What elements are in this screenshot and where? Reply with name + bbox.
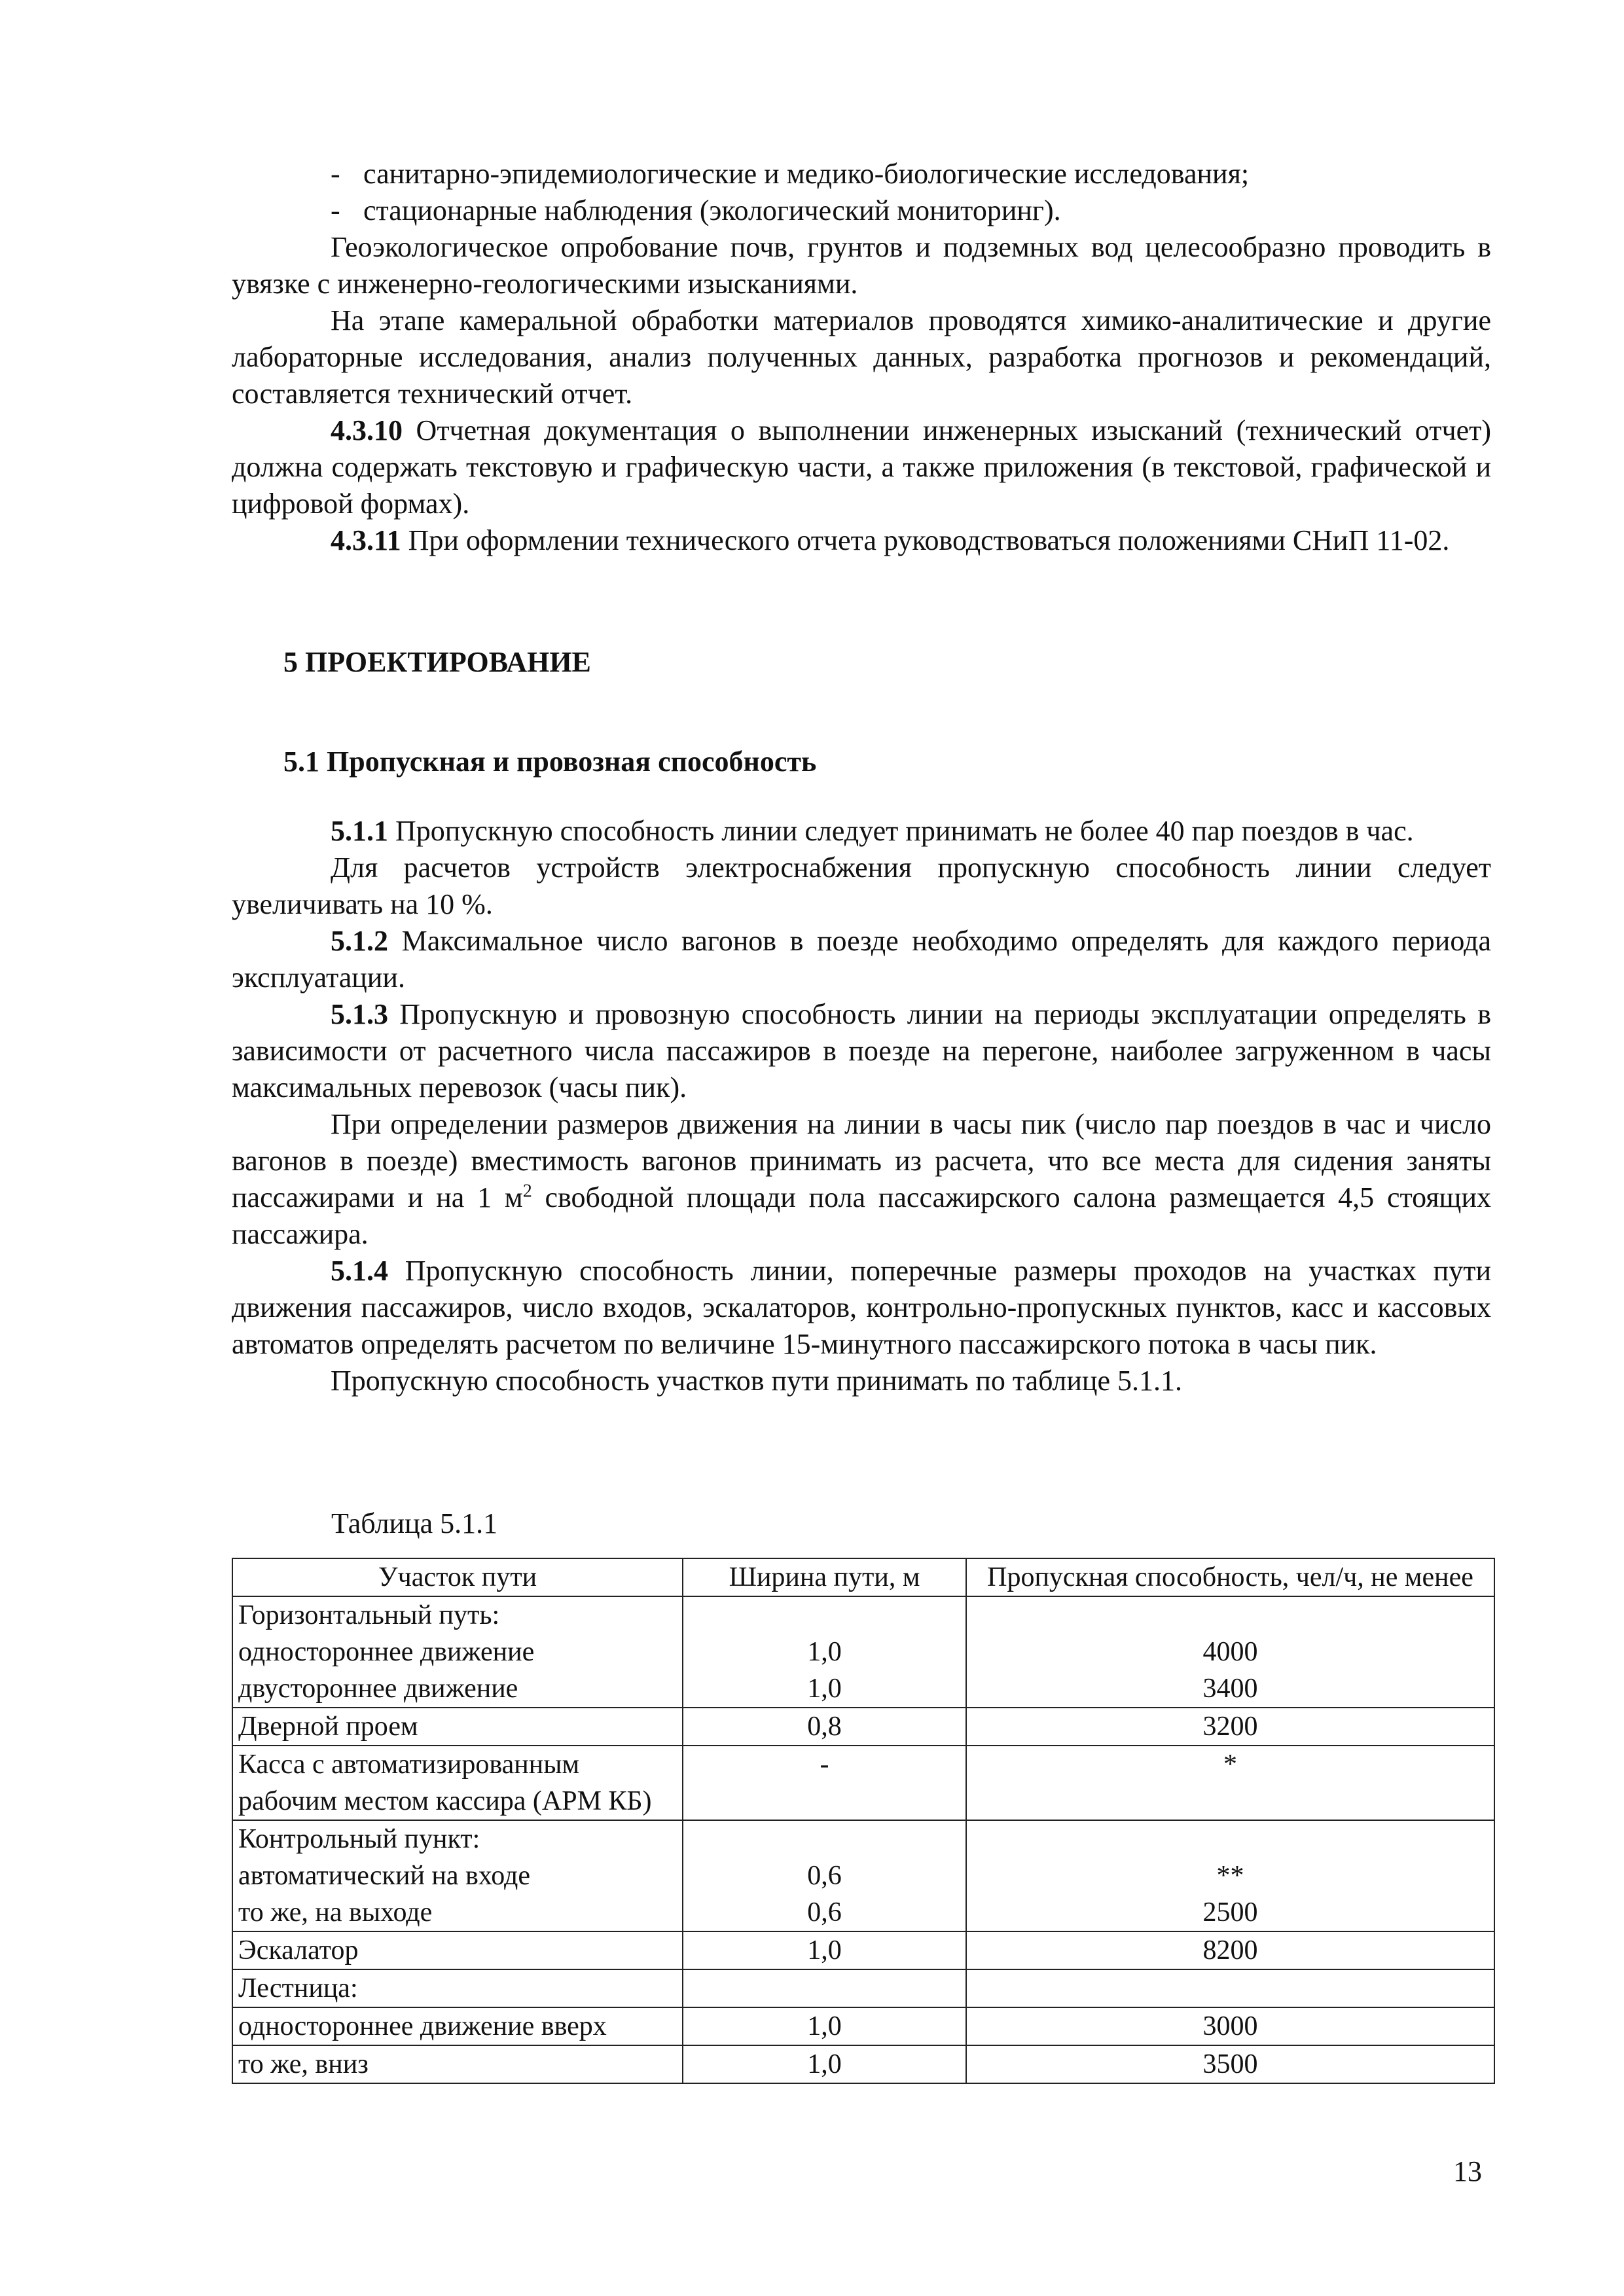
table-row xyxy=(232,1596,1494,1708)
table-cell xyxy=(966,1969,1494,2007)
table-row xyxy=(232,1820,1494,1931)
table-caption: Таблица 5.1.1 xyxy=(331,1507,498,1539)
clause-number: 5.1.3 xyxy=(331,998,388,1030)
paragraph-5-1-3b: При определении размеров движения на линии в часы пик (число пар поездов в час и число вагонов в поезде) вместимость вагонов принимать из расчета, что все места для сидения заняты пассажирами и на 1 $м^2$ свободной площади пола пассажирского салона размещается 4,5 стоящих пассажира. xyxy=(232,1108,1491,1250)
table-cell: 3500 xyxy=(966,2045,1494,2083)
table-cell: Касса с автоматизированным рабочим местом кассира (АРМ КБ) xyxy=(232,1746,683,1820)
table-cell: * xyxy=(966,1746,1494,1820)
table-header-row xyxy=(232,1558,1494,1596)
clause-number: 5.1.4 xyxy=(331,1255,388,1287)
bullet-list xyxy=(232,156,1491,229)
capacity-table xyxy=(232,1558,1495,2084)
bullet-item: - стационарные наблюдения (экологический мониторинг). xyxy=(331,194,1061,226)
section-heading: 5 ПРОЕКТИРОВАНИЕ xyxy=(283,646,591,678)
paragraph-geo: Геоэкологическое опробование почв, грунтов и подземных вод целесообразно проводить в увязке с инженерно-геологическими изысканиями. xyxy=(232,231,1491,300)
table-row xyxy=(232,1708,1494,1746)
table-row xyxy=(232,2007,1494,2045)
table-cell: 1,0 xyxy=(683,2007,966,2045)
clause-number: 4.3.11 xyxy=(331,524,401,556)
table-cell: 4000 3400 xyxy=(966,1596,1494,1708)
table-cell: Эскалатор xyxy=(232,1931,683,1969)
table-cell: Дверной проем xyxy=(232,1708,683,1746)
table-row xyxy=(232,2045,1494,2083)
paragraph-5-1-3: 5.1.3 Пропускную и провозную способность линии на периоды эксплуатации определять в зависимости от расчетного числа пассажиров в поезде на перегоне, наиболее загруженном в часы максимальных перевозок (часы пик). xyxy=(232,998,1491,1103)
table-cell xyxy=(683,1969,966,2007)
paragraph-5-1-4: 5.1.4 Пропускную способность линии, поперечные размеры проходов на участках пути движения пассажиров, число входов, эскалаторов, контрольно-пропускных пунктов, касс и кассовых автоматов определять расчетом по величине 15-минутного пассажирского потока в часы пик. xyxy=(232,1255,1491,1360)
table-cell: 1,0 xyxy=(683,1931,966,1969)
clause-number: 5.1.2 xyxy=(331,925,388,957)
table-cell: Контрольный пункт: автоматический на входе то же, на выходе xyxy=(232,1820,683,1931)
paragraph-4-3-10: 4.3.10 Отчетная документация о выполнении инженерных изысканий (технический отчет) должна содержать текстовую и графическую части, а также приложения (в текстовой, графической и цифровой формах). xyxy=(232,414,1491,520)
table-cell: - xyxy=(683,1746,966,1820)
subsection-heading: 5.1 Пропускная и провозная способность xyxy=(283,745,817,778)
header-cell: Ширина пути, м xyxy=(683,1558,966,1596)
table-cell: Горизонтальный путь: одностороннее движение двустороннее движение xyxy=(232,1596,683,1708)
page-number: 13 xyxy=(1453,2155,1482,2187)
paragraph-5-1-2: 5.1.2 Максимальное число вагонов в поезде необходимо определять для каждого периода эксплуатации. xyxy=(232,925,1491,994)
table-cell: ** 2500 xyxy=(966,1820,1494,1931)
clause-number: 4.3.10 xyxy=(331,414,403,446)
clause-number: 5.1.1 xyxy=(331,815,388,847)
table-cell: 0,6 0,6 xyxy=(683,1820,966,1931)
table-cell: 1,0 1,0 xyxy=(683,1596,966,1708)
table-cell: 3200 xyxy=(966,1708,1494,1746)
table-cell: одностороннее движение вверх xyxy=(232,2007,683,2045)
table-row xyxy=(232,1931,1494,1969)
bullet-item: - санитарно-эпидемиологические и медико-биологические исследования; xyxy=(331,158,1250,190)
table-cell: 1,0 xyxy=(683,2045,966,2083)
table-cell: 8200 xyxy=(966,1931,1494,1969)
header-cell: Участок пути xyxy=(232,1558,683,1596)
body-text-1 xyxy=(232,229,1491,559)
table-cell: Лестница: xyxy=(232,1969,683,2007)
table-row xyxy=(232,1969,1494,2007)
body-text-2 xyxy=(232,813,1491,1399)
header-cell: Пропускная способность, чел/ч, не менее xyxy=(966,1558,1494,1596)
paragraph-5-1-1: 5.1.1 Пропускную способность линии следует принимать не более 40 пар поездов в час. xyxy=(331,815,1414,847)
table-cell: то же, вниз xyxy=(232,2045,683,2083)
paragraph-4-3-11: 4.3.11 При оформлении технического отчета руководствоваться положениями СНиП 11-02. xyxy=(331,524,1450,556)
table-cell: 0,8 xyxy=(683,1708,966,1746)
paragraph-5-1-1b: Для расчетов устройств электроснабжения пропускную способность линии следует увеличивать на 10 %. xyxy=(232,852,1491,920)
paragraph-5-1-4b: Пропускную способность участков пути принимать по таблице 5.1.1. xyxy=(331,1365,1182,1397)
table-row xyxy=(232,1746,1494,1820)
paragraph-kameral: На этапе камеральной обработки материалов проводятся химико-аналитические и другие лабораторные исследования, анализ полученных данных, разработка прогнозов и рекомендаций, составляется технический отчет. xyxy=(232,304,1491,410)
table-cell: 3000 xyxy=(966,2007,1494,2045)
